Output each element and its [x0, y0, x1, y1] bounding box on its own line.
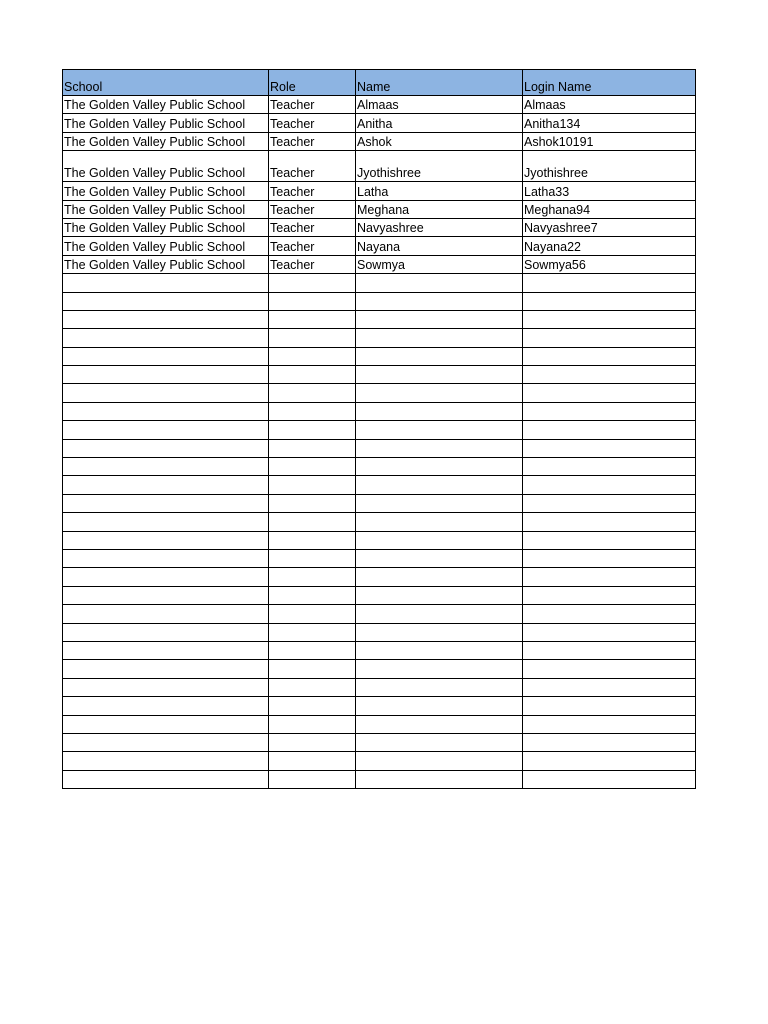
cell-login-name-empty	[523, 347, 696, 365]
cell-name-empty	[356, 274, 523, 292]
cell-login-name-empty	[523, 476, 696, 494]
cell-name: Almaas	[356, 96, 523, 114]
cell-role: Teacher	[269, 237, 356, 255]
cell-name-empty	[356, 641, 523, 659]
cell-school-empty	[63, 292, 269, 310]
cell-login-name-empty	[523, 678, 696, 696]
cell-school-empty	[63, 586, 269, 604]
empty-row	[63, 660, 696, 678]
cell-role-empty	[269, 329, 356, 347]
cell-login-name-empty	[523, 513, 696, 531]
cell-login-name-empty	[523, 458, 696, 476]
empty-row	[63, 274, 696, 292]
cell-login-name-empty	[523, 329, 696, 347]
cell-login-name-empty	[523, 752, 696, 770]
cell-login-name-empty	[523, 384, 696, 402]
header-school: School	[63, 70, 269, 96]
cell-school-empty	[63, 310, 269, 328]
cell-name-empty	[356, 494, 523, 512]
cell-role-empty	[269, 623, 356, 641]
empty-row	[63, 733, 696, 751]
cell-school-empty	[63, 347, 269, 365]
cell-login-name-empty	[523, 770, 696, 788]
cell-role: Teacher	[269, 114, 356, 132]
cell-role: Teacher	[269, 218, 356, 236]
cell-login-name: Anitha134	[523, 114, 696, 132]
empty-row	[63, 421, 696, 439]
cell-role-empty	[269, 513, 356, 531]
cell-role-empty	[269, 770, 356, 788]
cell-login-name-empty	[523, 402, 696, 420]
empty-row	[63, 494, 696, 512]
empty-row	[63, 402, 696, 420]
cell-role-empty	[269, 274, 356, 292]
empty-row	[63, 329, 696, 347]
cell-login-name-empty	[523, 586, 696, 604]
cell-name: Anitha	[356, 114, 523, 132]
cell-role-empty	[269, 402, 356, 420]
cell-name-empty	[356, 366, 523, 384]
header-name: Name	[356, 70, 523, 96]
cell-login-name: Almaas	[523, 96, 696, 114]
cell-school-empty	[63, 274, 269, 292]
cell-login-name-empty	[523, 660, 696, 678]
cell-school: The Golden Valley Public School	[63, 182, 269, 200]
cell-role: Teacher	[269, 200, 356, 218]
cell-login-name: Sowmya56	[523, 255, 696, 273]
cell-role-empty	[269, 347, 356, 365]
cell-role-empty	[269, 421, 356, 439]
cell-login-name-empty	[523, 366, 696, 384]
cell-role: Teacher	[269, 96, 356, 114]
cell-name-empty	[356, 733, 523, 751]
cell-school-empty	[63, 513, 269, 531]
cell-name: Meghana	[356, 200, 523, 218]
cell-name-empty	[356, 292, 523, 310]
cell-school-empty	[63, 458, 269, 476]
cell-school-empty	[63, 531, 269, 549]
cell-role-empty	[269, 697, 356, 715]
cell-school-empty	[63, 641, 269, 659]
teacher-login-table	[62, 69, 696, 789]
cell-name: Ashok	[356, 132, 523, 150]
table-header	[63, 70, 696, 96]
cell-name-empty	[356, 549, 523, 567]
cell-name-empty	[356, 402, 523, 420]
cell-school: The Golden Valley Public School	[63, 132, 269, 150]
cell-login-name: Ashok10191	[523, 132, 696, 150]
empty-row	[63, 586, 696, 604]
empty-row	[63, 531, 696, 549]
cell-login-name-empty	[523, 697, 696, 715]
table-row	[63, 218, 696, 236]
cell-login-name-empty	[523, 310, 696, 328]
cell-role-empty	[269, 476, 356, 494]
cell-login-name-empty	[523, 292, 696, 310]
cell-name-empty	[356, 329, 523, 347]
cell-school-empty	[63, 476, 269, 494]
cell-name-empty	[356, 605, 523, 623]
cell-name-empty	[356, 715, 523, 733]
empty-row	[63, 770, 696, 788]
empty-row	[63, 623, 696, 641]
cell-login-name-empty	[523, 274, 696, 292]
cell-school-empty	[63, 494, 269, 512]
empty-row	[63, 310, 696, 328]
cell-role: Teacher	[269, 132, 356, 150]
cell-role-empty	[269, 292, 356, 310]
cell-school-empty	[63, 549, 269, 567]
cell-name-empty	[356, 531, 523, 549]
cell-login-name-empty	[523, 421, 696, 439]
empty-row	[63, 549, 696, 567]
cell-role-empty	[269, 439, 356, 457]
header-role: Role	[269, 70, 356, 96]
cell-school: The Golden Valley Public School	[63, 96, 269, 114]
table-row	[63, 182, 696, 200]
cell-school-empty	[63, 568, 269, 586]
header-row	[63, 70, 696, 96]
cell-name: Sowmya	[356, 255, 523, 273]
empty-row	[63, 752, 696, 770]
cell-login-name-empty	[523, 641, 696, 659]
cell-role-empty	[269, 605, 356, 623]
cell-name-empty	[356, 770, 523, 788]
cell-role-empty	[269, 366, 356, 384]
table-row	[63, 114, 696, 132]
table-row	[63, 255, 696, 273]
cell-login-name: Meghana94	[523, 200, 696, 218]
cell-school-empty	[63, 752, 269, 770]
cell-role-empty	[269, 568, 356, 586]
cell-school-empty	[63, 439, 269, 457]
cell-login-name-empty	[523, 531, 696, 549]
cell-name-empty	[356, 568, 523, 586]
cell-school-empty	[63, 697, 269, 715]
cell-name: Latha	[356, 182, 523, 200]
cell-login-name: Latha33	[523, 182, 696, 200]
cell-name: Nayana	[356, 237, 523, 255]
cell-login-name: Nayana22	[523, 237, 696, 255]
cell-login-name-empty	[523, 605, 696, 623]
cell-login-name-empty	[523, 549, 696, 567]
cell-school-empty	[63, 678, 269, 696]
cell-school-empty	[63, 384, 269, 402]
cell-role-empty	[269, 586, 356, 604]
cell-school-empty	[63, 770, 269, 788]
table-row	[63, 151, 696, 182]
cell-name-empty	[356, 513, 523, 531]
cell-school: The Golden Valley Public School	[63, 237, 269, 255]
empty-row	[63, 641, 696, 659]
cell-name-empty	[356, 660, 523, 678]
cell-login-name-empty	[523, 439, 696, 457]
cell-role-empty	[269, 752, 356, 770]
cell-school-empty	[63, 733, 269, 751]
table-row	[63, 132, 696, 150]
cell-role: Teacher	[269, 151, 356, 182]
empty-row	[63, 715, 696, 733]
cell-name-empty	[356, 458, 523, 476]
cell-login-name-empty	[523, 715, 696, 733]
cell-school-empty	[63, 402, 269, 420]
empty-row	[63, 697, 696, 715]
cell-school: The Golden Valley Public School	[63, 151, 269, 182]
cell-name-empty	[356, 697, 523, 715]
cell-name-empty	[356, 678, 523, 696]
empty-row	[63, 568, 696, 586]
cell-role: Teacher	[269, 182, 356, 200]
empty-row	[63, 458, 696, 476]
cell-name-empty	[356, 623, 523, 641]
cell-school-empty	[63, 329, 269, 347]
cell-school: The Golden Valley Public School	[63, 114, 269, 132]
empty-row	[63, 678, 696, 696]
cell-school-empty	[63, 605, 269, 623]
cell-role-empty	[269, 641, 356, 659]
empty-row	[63, 384, 696, 402]
cell-role-empty	[269, 678, 356, 696]
empty-row	[63, 366, 696, 384]
empty-row	[63, 439, 696, 457]
cell-login-name-empty	[523, 623, 696, 641]
table-body	[63, 96, 696, 789]
cell-login-name-empty	[523, 494, 696, 512]
cell-login-name-empty	[523, 568, 696, 586]
cell-name-empty	[356, 421, 523, 439]
cell-login-name: Jyothishree	[523, 151, 696, 182]
cell-name-empty	[356, 752, 523, 770]
cell-login-name-empty	[523, 733, 696, 751]
cell-role-empty	[269, 494, 356, 512]
cell-school-empty	[63, 660, 269, 678]
cell-school: The Golden Valley Public School	[63, 255, 269, 273]
cell-role-empty	[269, 660, 356, 678]
cell-name-empty	[356, 347, 523, 365]
table-row	[63, 96, 696, 114]
empty-row	[63, 476, 696, 494]
cell-role-empty	[269, 715, 356, 733]
cell-role-empty	[269, 384, 356, 402]
empty-row	[63, 292, 696, 310]
cell-school-empty	[63, 366, 269, 384]
table-row	[63, 200, 696, 218]
cell-name-empty	[356, 310, 523, 328]
cell-role-empty	[269, 733, 356, 751]
cell-role-empty	[269, 310, 356, 328]
cell-school-empty	[63, 715, 269, 733]
cell-school: The Golden Valley Public School	[63, 218, 269, 236]
cell-role-empty	[269, 531, 356, 549]
cell-role-empty	[269, 458, 356, 476]
cell-login-name: Navyashree7	[523, 218, 696, 236]
cell-role: Teacher	[269, 255, 356, 273]
empty-row	[63, 347, 696, 365]
cell-name-empty	[356, 439, 523, 457]
empty-row	[63, 605, 696, 623]
cell-name-empty	[356, 586, 523, 604]
cell-role-empty	[269, 549, 356, 567]
cell-name: Navyashree	[356, 218, 523, 236]
header-login-name: Login Name	[523, 70, 696, 96]
cell-school-empty	[63, 623, 269, 641]
cell-name: Jyothishree	[356, 151, 523, 182]
cell-school-empty	[63, 421, 269, 439]
empty-row	[63, 513, 696, 531]
cell-name-empty	[356, 384, 523, 402]
table-row	[63, 237, 696, 255]
cell-school: The Golden Valley Public School	[63, 200, 269, 218]
cell-name-empty	[356, 476, 523, 494]
